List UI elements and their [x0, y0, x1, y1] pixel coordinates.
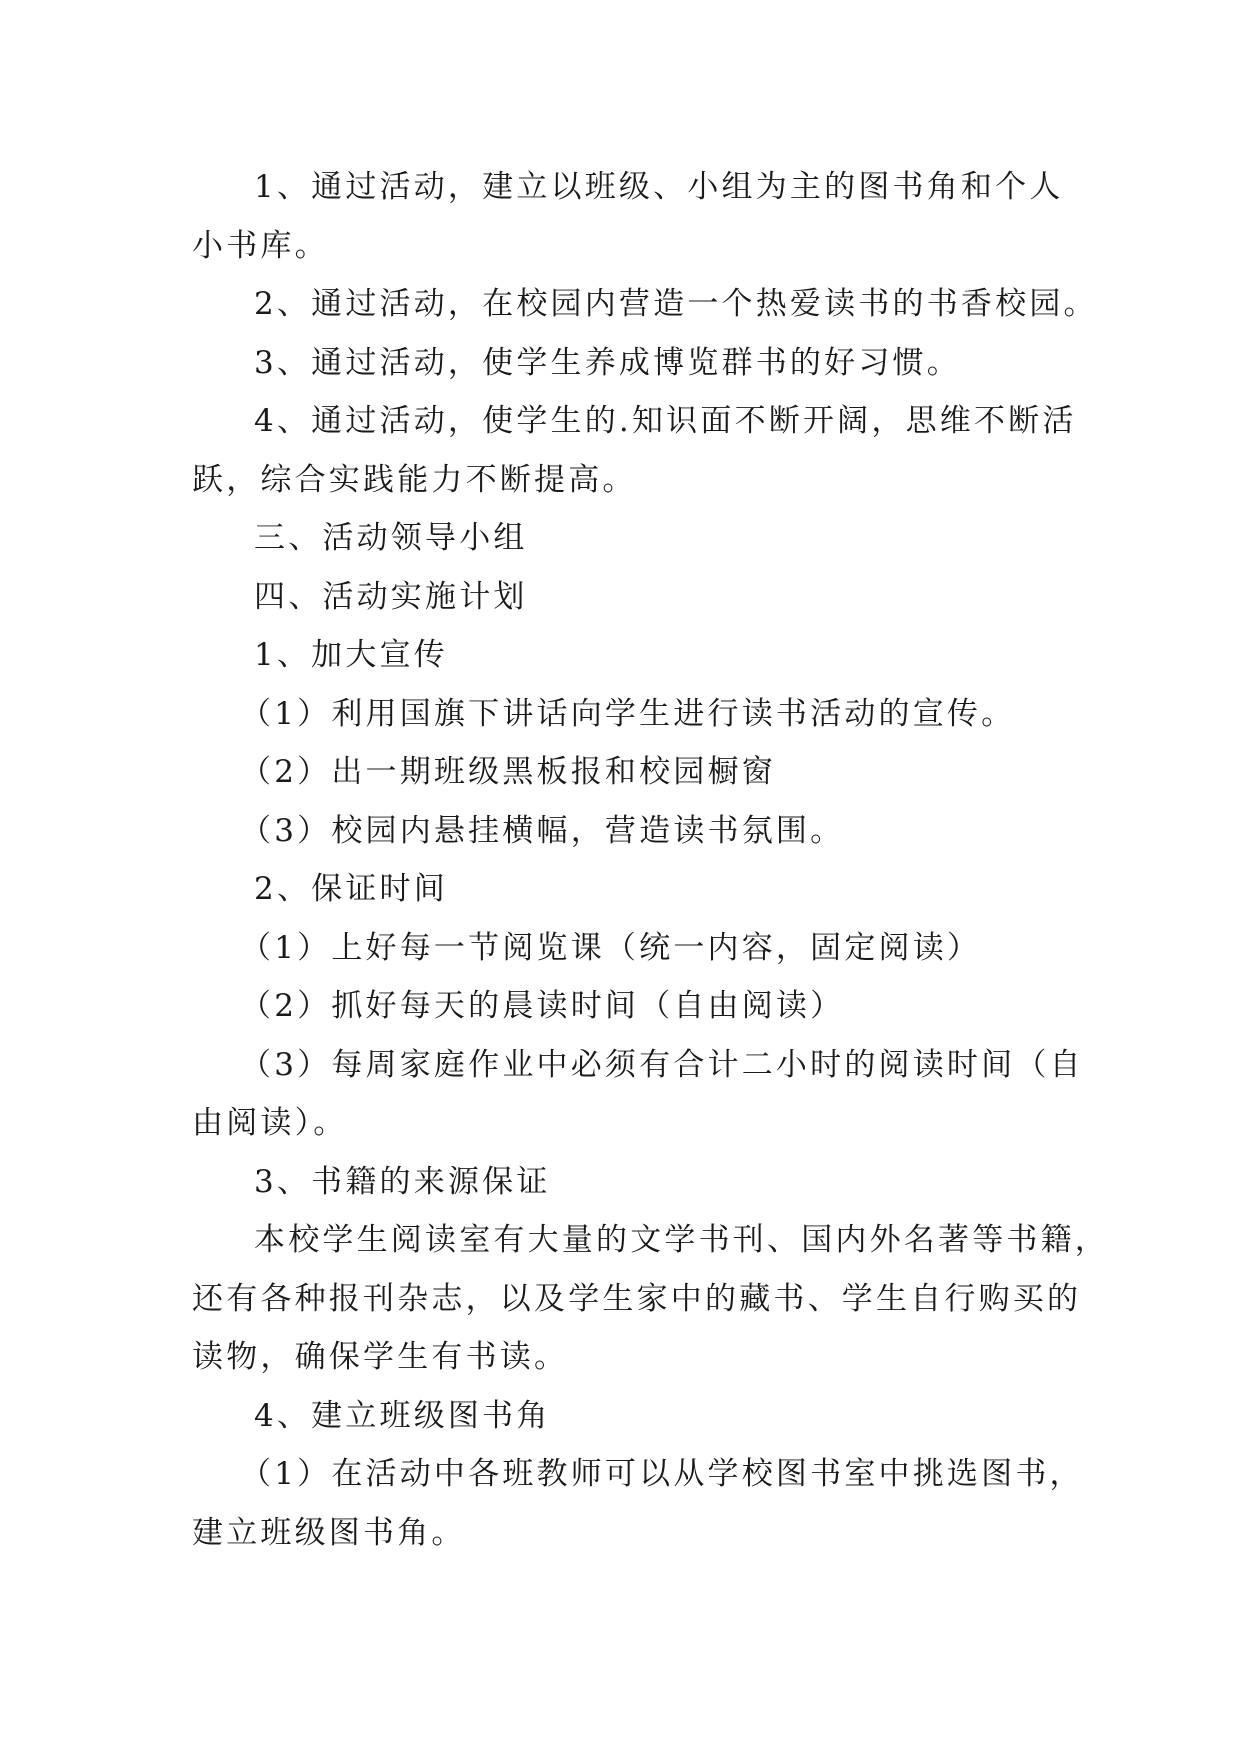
list-item: （1）在活动中各班教师可以从学校图书室中挑选图书，	[240, 1456, 1084, 1492]
subsection-heading: 1、加大宣传	[254, 637, 448, 673]
list-item: （1）上好每一节阅览课（统一内容，固定阅读）	[240, 929, 982, 966]
paragraph-line: 本校学生阅读室有大量的文学书刊、国内外名著等书籍，	[254, 1222, 1109, 1258]
list-item: （3）校园内悬挂横幅，营造读书氛围。	[240, 812, 845, 849]
subsection-heading: 3、书籍的来源保证	[254, 1163, 551, 1200]
paragraph-line: 建立班级图书角。	[192, 1514, 466, 1551]
paragraph-line: 1、通过活动，建立以班级、小组为主的图书角和个人	[254, 169, 1064, 205]
list-item: （2）出一期班级黑板报和校园橱窗	[240, 754, 776, 790]
paragraph-line: 由阅读）。	[192, 1105, 348, 1141]
list-item: （2）抓好每天的晨读时间（自由阅读）	[240, 988, 845, 1024]
paragraph-line: 还有各种报刊杂志，以及学生家中的藏书、学生自行购买的	[192, 1280, 1082, 1317]
paragraph-line: 3、通过活动，使学生养成博览群书的好习惯。	[254, 344, 961, 381]
paragraph-line: 2、通过活动，在校园内营造一个热爱读书的书香校园。	[254, 286, 1098, 322]
section-heading: 四、活动实施计划	[254, 578, 528, 615]
document-body	[192, 158, 1109, 1562]
paragraph-line: 小书库。	[192, 227, 329, 264]
subsection-heading: 4、建立班级图书角	[254, 1397, 551, 1434]
list-item: （1）利用国旗下讲话向学生进行读书活动的宣传。	[240, 695, 1016, 732]
paragraph-line: 4、通过活动，使学生的.知识面不断开阔，思维不断活	[254, 403, 1077, 439]
paragraph-line: 读物，确保学生有书读。	[192, 1339, 569, 1375]
paragraph-line: 跃，综合实践能力不断提高。	[192, 461, 637, 498]
list-item: （3）每周家庭作业中必须有合计二小时的阅读时间（自	[240, 1046, 1084, 1083]
section-heading: 三、活动领导小组	[254, 520, 528, 556]
subsection-heading: 2、保证时间	[254, 871, 448, 907]
